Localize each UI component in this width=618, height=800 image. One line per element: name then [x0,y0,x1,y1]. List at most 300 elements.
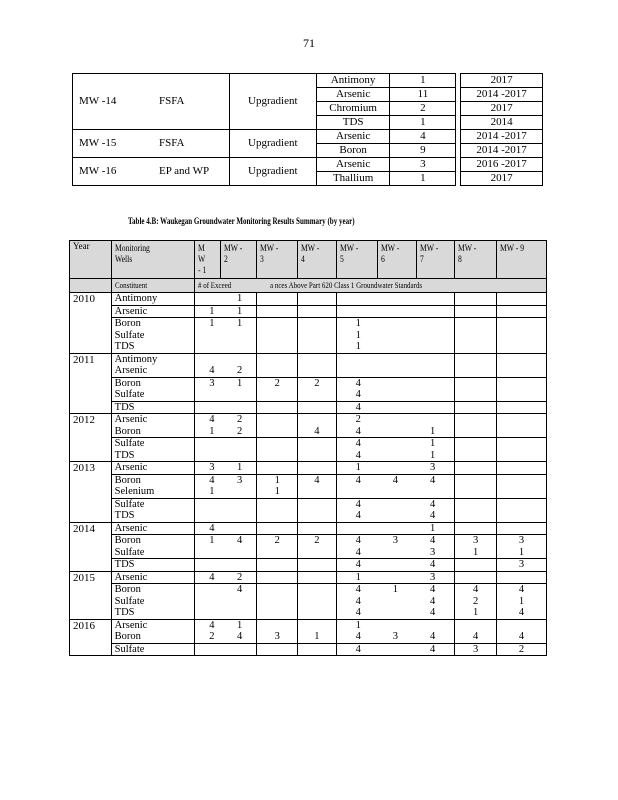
constituent-cell [111,414,194,438]
exceedance-count [260,402,294,414]
table-row [70,377,547,401]
exceedance-count: 1 [209,486,215,497]
exceedance-count [301,293,333,305]
exceedance-count [260,559,294,571]
constituent-cell [111,462,194,475]
exceedance-count: 4 [430,607,436,618]
exceedance-count: 3 [209,377,215,389]
exceedance-count [198,402,226,414]
table-row [70,559,547,572]
header-monitoring-wells: Monitoring Wells [111,241,194,279]
value-cell [298,318,337,354]
exceedance-count: 4 [430,631,436,642]
summary-years: 2014 -2017 [461,88,543,102]
exceedance-count [340,523,377,535]
value-cell [194,318,256,354]
exceedance-count: 4 [236,584,243,595]
value-cell [336,474,455,498]
value-cell [194,462,256,475]
exceedance-count: 3 [518,535,525,546]
exceedance-count: 3 [392,535,399,546]
exceedance-count [500,475,543,487]
exceedance-count: 4 [392,474,399,486]
value-cell [194,535,256,559]
value-cell [257,522,298,535]
constituent-name: Sulfate [114,595,145,607]
exceedance-count: 4 [355,449,361,461]
exceedance-count [500,510,543,522]
value-cell [257,377,298,401]
exceedance-count [226,499,254,511]
exceedance-count: 1 [430,438,436,449]
value-cell [298,522,337,535]
value-cell [257,318,298,354]
exceedance-count [458,354,493,366]
value-cell [496,414,546,438]
exceedance-count [377,596,414,608]
exceedance-count [458,572,493,584]
exceedance-count: 4 [355,510,361,521]
exceedance-count [377,341,414,353]
exceedance-count [260,499,294,511]
value-cell [455,559,497,572]
header-well-9: MW - 9 [496,241,546,279]
exceedance-count [260,462,294,474]
exceedance-count: 1 [430,522,436,534]
header-well-5: MW - 5 [336,241,378,279]
exceedance-count: 1 [274,474,280,486]
value-cell [496,522,546,535]
exceedance-count [500,306,543,318]
constituent-name: Arsenic [114,522,148,534]
exceedance-count: 4 [518,607,525,618]
exceedance-count: 2 [236,365,243,376]
value-cell [496,462,546,475]
exceedance-count [260,450,294,462]
exceedance-count [500,330,543,342]
exceedance-count [198,584,226,596]
exceedance-count [377,523,414,535]
value-cell [298,414,337,438]
exceedance-count: 2 [314,535,320,546]
constituent-cell [111,377,194,401]
constituent-cell [111,559,194,572]
value-cell [496,619,546,643]
exceedance-count [377,354,414,366]
exceedance-count [260,572,294,584]
header-year: Year [70,241,112,279]
exceedance-count [226,510,254,522]
exceedance-count [500,365,543,377]
exceedance-count: 2 [314,377,320,389]
exceedance-count [377,306,414,318]
value-cell [336,318,455,354]
value-cell [336,619,455,643]
exceedance-count: 4 [430,559,436,570]
exceedance-count [226,559,254,571]
summary-constituent: Arsenic [316,88,390,102]
value-cell [455,571,497,584]
constituent-name: Boron [114,474,141,486]
summary-constituent: TDS [316,116,390,130]
table-row [70,643,547,656]
value-cell [336,353,455,377]
summary-count: 3 [390,158,456,172]
exceedance-count [414,378,451,390]
exceedance-count [458,341,493,353]
constituent-name: Arsenic [114,462,148,473]
constituent-name: TDS [114,449,135,461]
year-cell: 2010 [70,293,112,354]
exceedance-count: 2 [274,535,280,546]
exceedance-count [260,607,294,619]
exceedance-summary-table [72,73,543,186]
constituent-name: Sulfate [114,498,145,510]
year-cell: 2016 [70,619,112,656]
exceedance-count [500,486,543,498]
exceedance-count [198,559,226,571]
exceedance-count [301,389,333,401]
constituent-cell [111,498,194,522]
summary-years: 2014 -2017 [461,144,543,158]
exceedance-count [301,620,333,632]
year-cell: 2014 [70,522,112,571]
exceedance-count: 4 [355,643,361,655]
exceedance-count: 4 [355,438,361,449]
exceedance-count [226,438,254,450]
summary-well-id: MW -14 [79,95,117,107]
constituent-cell [111,474,194,498]
value-cell [298,474,337,498]
value-cell [298,293,337,306]
value-cell [455,522,497,535]
exceedance-count: 4 [430,643,436,655]
value-cell [257,305,298,318]
value-cell [298,498,337,522]
exceedance-count [377,365,414,377]
value-cell [194,498,256,522]
summary-source: FSFA [159,95,185,107]
summary-constituent: Arsenic [316,158,390,172]
exceedance-count [198,293,226,305]
exceedance-count: 2 [236,425,243,437]
exceedance-count: 4 [355,389,361,400]
table-row [70,305,547,318]
value-cell [257,535,298,559]
value-cell [336,571,455,584]
exceedance-count [414,365,451,377]
exceedance-count: 1 [355,619,361,631]
exceedance-count [301,450,333,462]
summary-constituent: Boron [316,144,390,158]
summary-well-cell [73,130,230,158]
exceedance-count [301,306,333,318]
value-cell [257,584,298,620]
value-cell [298,571,337,584]
exceedance-count [458,462,493,474]
exceedance-count [500,572,543,584]
exceedance-count: 4 [355,546,361,558]
table-row [70,498,547,522]
table-row [70,474,547,498]
summary-years: 2017 [461,74,543,88]
exceedance-count [500,620,543,632]
exceedance-count [500,523,543,535]
value-cell [336,305,455,318]
year-cell: 2012 [70,414,112,462]
exceedance-count: 4 [355,595,361,607]
value-cell [257,462,298,475]
exceedance-count [414,620,451,632]
exceedance-count [260,523,294,535]
exceedance-count [500,438,543,450]
exceedance-count [458,426,493,438]
summary-constituent: Antimony [316,74,390,88]
summary-well-cell [73,74,230,130]
constituent-cell [111,293,194,306]
constituent-name: Boron [114,535,141,546]
exceedance-count: 4 [236,535,243,546]
exceedance-count [458,306,493,318]
subheader-row [70,279,547,293]
exceedance-count: 1 [355,329,361,341]
exceedance-count: 2 [274,377,280,389]
exceedance-count: 1 [392,584,399,595]
constituent-cell [111,643,194,656]
exceedance-count [198,499,226,511]
exceedance-count [500,450,543,462]
summary-constituent: Arsenic [316,130,390,144]
exceedance-count [260,330,294,342]
exceedance-count: 1 [518,595,525,607]
exceedance-count [377,378,414,390]
exceedance-count [458,510,493,522]
summary-source: EP and WP [159,165,210,177]
exceedance-count [414,293,451,305]
summary-row [73,74,543,88]
exceedance-count: 4 [314,474,320,486]
table-row [70,584,547,620]
exceedance-count: 1 [236,619,243,631]
value-cell [336,414,455,438]
exceedance-count [260,438,294,450]
constituent-name: Selenium [114,486,155,497]
constituent-name: TDS [114,559,135,570]
page-number: 71 [303,36,315,50]
exceedance-count [198,644,226,656]
exceedance-count [458,378,493,390]
value-cell [455,643,497,656]
exceedance-count [377,426,414,438]
exceedance-count [198,354,226,366]
exceedance-count [301,523,333,535]
table-row [70,414,547,438]
header-well-2: MW - 2 [221,241,257,279]
exceedance-count [226,402,254,414]
constituent-cell [111,535,194,559]
exceedance-count [301,547,333,559]
exceedance-count [301,644,333,656]
value-cell [455,414,497,438]
exceedance-count: 1 [355,571,361,583]
table-caption: Table 4.B: Waukegan Groundwater Monitoring Results Summary (by year) [128,216,355,226]
constituent-name: Sulfate [114,389,145,400]
exceedance-count: 4 [355,425,361,437]
exceedance-count: 4 [430,595,436,607]
exceedance-count [458,475,493,487]
value-cell [194,353,256,377]
exceedance-count: 1 [236,305,243,317]
summary-constituent: Thallium [316,172,390,186]
exceedance-count [500,426,543,438]
constituent-name: TDS [114,607,135,618]
constituent-name: Arsenic [114,414,148,425]
value-cell [455,293,497,306]
constituent-cell [111,571,194,584]
table-row [70,522,547,535]
exceedance-count [458,523,493,535]
exceedance-count: 4 [473,631,479,642]
summary-count: 1 [390,172,456,186]
exceedance-count: 1 [473,607,479,618]
exceedance-count: 3 [392,631,399,642]
exceedance-count [260,365,294,377]
value-cell [298,535,337,559]
value-cell [257,474,298,498]
table-row [70,401,547,414]
value-cell [455,438,497,462]
value-cell [194,401,256,414]
value-cell [496,401,546,414]
exceedance-count [377,318,414,330]
value-cell [298,353,337,377]
constituent-name: Arsenic [114,305,148,317]
exceedance-count [301,510,333,522]
value-cell [336,293,455,306]
exceedance-count [377,620,414,632]
exceedance-count [414,389,451,401]
header-row [70,241,547,279]
constituent-name: Arsenic [114,571,148,583]
exceedance-count [226,547,254,559]
exceedance-count [458,293,493,305]
exceedance-count: 4 [355,401,361,413]
exceedance-count [301,438,333,450]
exceedance-count [226,389,254,401]
value-cell [496,293,546,306]
exceedance-count: 3 [274,631,280,642]
summary-constituent: Chromium [316,102,390,116]
constituent-name: Antimony [114,353,158,365]
exceedance-count [377,572,414,584]
summary-years: 2016 -2017 [461,158,543,172]
exceedance-count: 4 [355,607,361,618]
constituent-name: Arsenic [114,619,148,631]
summary-gradient: Upgradient [229,130,316,158]
exceedance-count: 1 [430,425,436,437]
exceedance-count: 4 [430,584,436,595]
value-cell [455,401,497,414]
table-row [70,462,547,475]
exceedance-count [500,293,543,305]
exceedance-count [377,499,414,511]
exceedance-count [226,354,254,366]
exceedance-count: 2 [209,631,215,642]
exceedance-count [377,293,414,305]
value-cell [298,619,337,643]
value-cell [455,318,497,354]
exceedance-count: 4 [209,474,215,486]
exceedance-count [377,450,414,462]
exceedance-count [377,644,414,656]
exceedance-count: 1 [236,462,243,473]
constituent-name: Sulfate [114,438,145,449]
exceedance-count [226,596,254,608]
value-cell [194,293,256,306]
exceedance-count [414,414,451,426]
exceedance-count [458,450,493,462]
exceedance-count: 4 [355,631,361,642]
exceedance-count: 4 [518,584,525,595]
value-cell [455,535,497,559]
value-cell [496,571,546,584]
value-cell [336,584,455,620]
exceedance-count [301,365,333,377]
table-row [70,619,547,643]
subheader-constituent: Constituent [111,279,194,293]
value-cell [496,305,546,318]
value-cell [194,559,256,572]
exceedance-count [500,389,543,401]
exceedance-count: 3 [209,462,215,473]
exceedance-count [458,318,493,330]
exceedance-count: 4 [209,365,215,376]
exceedance-count [458,389,493,401]
value-cell [257,353,298,377]
exceedance-count [301,318,333,330]
exceedance-count [260,341,294,353]
exceedance-count [301,330,333,342]
exceedance-count [198,596,226,608]
header-well-4: MW - 4 [298,241,337,279]
value-cell [298,401,337,414]
exceedance-count [301,414,333,426]
exceedance-count [458,486,493,498]
exceedance-count: 2 [518,643,525,655]
exceedance-count [226,330,254,342]
summary-count: 11 [390,88,456,102]
exceedance-count [260,584,294,596]
exceedance-count: 1 [274,486,280,497]
header-well-8: MW - 8 [455,241,497,279]
exceedance-count [198,547,226,559]
exceedance-count [500,341,543,353]
constituent-name: Arsenic [114,365,148,376]
constituent-name: Boron [114,425,141,437]
value-cell [194,377,256,401]
summary-years: 2014 [461,116,543,130]
exceedance-count: 1 [209,305,215,317]
exceedance-count [377,414,414,426]
exceedance-count [198,438,226,450]
exceedance-count [301,402,333,414]
constituent-cell [111,584,194,620]
constituent-cell [111,401,194,414]
constituent-cell [111,305,194,318]
summary-count: 4 [390,130,456,144]
value-cell [298,559,337,572]
exceedance-count: 1 [518,546,525,558]
